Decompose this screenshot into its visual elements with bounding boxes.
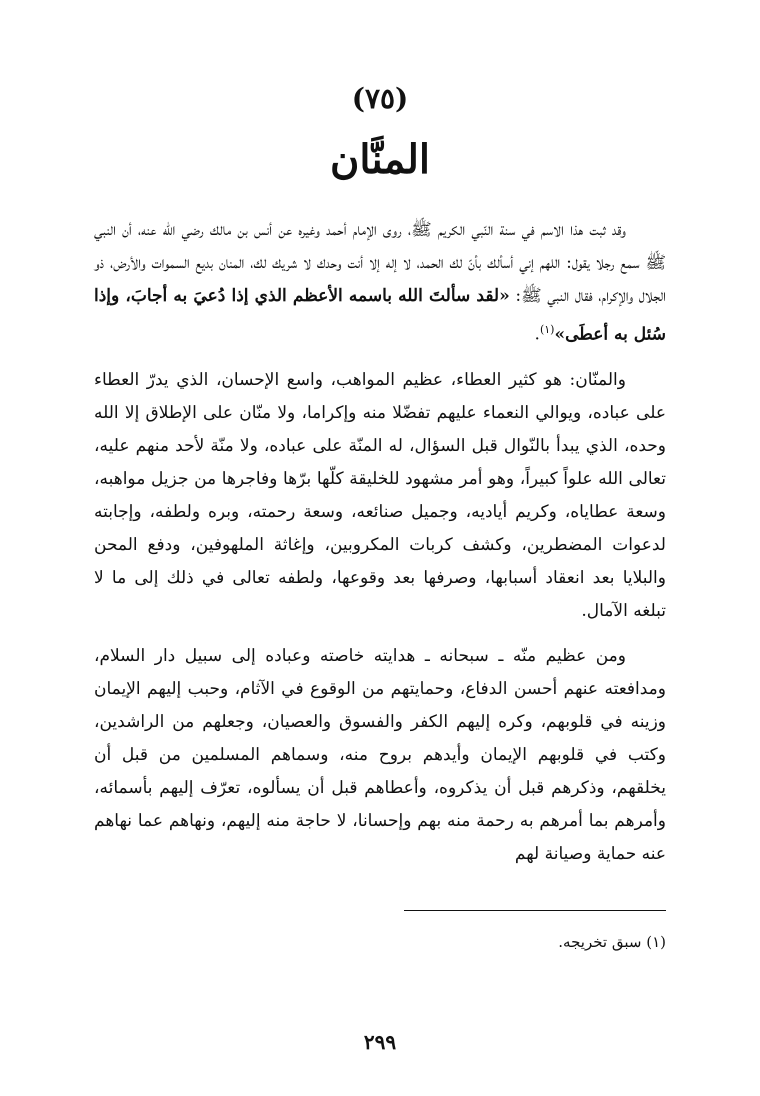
- paragraph-1-end: .: [534, 324, 540, 345]
- paragraph-2-text: والمنّان: هو كثير العطاء، عظيم المواهب، واسع الإحسان، الذي يدرّ العطاء على عباده، ويوالي النعماء عليهم تفضّلا منه وإكراما، ولا منّان على الإطلاق إلا الله وحده، الذي يبدأ بالنّوال قبل السؤال، له المنّة على عباده، ولا منّة لأحد منهم عليه، تعالى الله علواً كبيراً، وهو أمر مشهود للخليقة كلّها برّها وفاجرها من جزيل مواهبه، وسعة عطاياه، وكريم أياديه، وجميل صنائعه، وسعة رحمته، وبره ولطفه، وإجابته لدعوات المضطرين، وكشف كربات المكروبين، وإغاثة الملهوفين، ودفع المحن والبلايا بعد انعقاد أسبابها، وصرفها بعد وقوعها، ولطفه تعالى في ذلك إلى ما لا تبلغه الآمال.: [94, 369, 666, 621]
- main-text: [94, 214, 666, 871]
- paragraph-3: [94, 640, 666, 871]
- paragraph-2: [94, 364, 666, 628]
- footnote-divider: [404, 910, 666, 911]
- paragraph-1: [94, 214, 666, 352]
- paragraph-3-text: ومن عظيم منّه ـ سبحانه ـ هدايته خاصته وعباده إلى سبيل دار السلام، ومدافعته عنهم أحسن الدفاع، وحمايتهم من الوقوع في الآثام، وحبب إليهم الإيمان وزينه في قلوبهم، وكره إليهم الكفر والفسوق والعصيان، وجعلهم من الراشدين، وكتب في قلوبهم الإيمان وأيدهم بروح منه، وسماهم المسلمين من قبل أن يخلقهم، وذكرهم قبل أن يذكروه، وأعطاهم قبل أن يسألوه، تعرّف إليهم بأسمائه، وأمرهم بما أمرهم به رحمة منه بهم وإحسانا، لا حاجة منه إليهم، ونهاهم عما نهاهم عنه حماية وصيانة لهم: [94, 645, 666, 864]
- page-number: ٢٩٩: [363, 1030, 397, 1054]
- paragraph-1-text: وقد ثبت هذا الاسم في سنة النّبي الكريم ﷺ، روى الإمام أحمد وغيره عن أنس بن مالك رضي الله عنه، أن النبي ﷺ سمع رجلا يقول: اللهم إني أسألك بأنّ لك الحمد، لا إله إلا أنت وحدك لا شريك لك، المنان بديع السموات والأرض، ذو الجلال والإكرام، فقال النبي ﷺ:: [94, 220, 666, 306]
- footnote: (١) سبق تخريجه.: [558, 933, 666, 951]
- footnote-reference: (١): [539, 323, 555, 336]
- chapter-title: المنَّان: [329, 136, 431, 183]
- hadith-quote: «لقد سألتَ الله باسمه الأعظم الذي إذا دُعيَ به أجابَ، وإذا سُئل به أعطَى»: [94, 286, 666, 345]
- chapter-number: (٧٥): [351, 82, 409, 115]
